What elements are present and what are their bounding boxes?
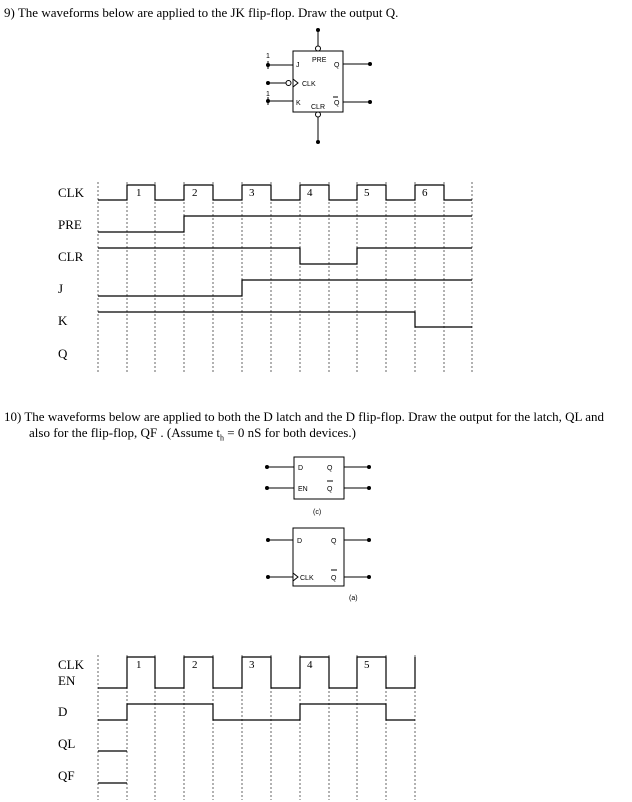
q9-label-clk: CLK bbox=[58, 185, 84, 200]
q9-label-k: K bbox=[58, 313, 68, 328]
question-10-number: 10) bbox=[4, 409, 22, 424]
q9-timing-diagram bbox=[98, 182, 472, 374]
q9-label-clr: CLR bbox=[58, 249, 84, 264]
q9-pre-wave bbox=[98, 216, 472, 232]
question-10-text-line2a: also for the flip-flop, QF . (Assume t bbox=[29, 425, 221, 440]
q9-label-j: J bbox=[58, 281, 64, 296]
ff-caption: (a) bbox=[349, 595, 358, 602]
pin-qbar: Q bbox=[334, 100, 340, 107]
q9-pulse-3: 3 bbox=[249, 187, 255, 199]
tie-j-label: 1 bbox=[266, 53, 270, 60]
q10-pulse-3: 3 bbox=[249, 659, 255, 671]
tie-k-label: 1 bbox=[266, 91, 270, 98]
q10-label-en: EN bbox=[58, 673, 76, 688]
q9-pulse-5: 5 bbox=[364, 187, 370, 199]
clr-terminal bbox=[316, 140, 320, 144]
pin-clk: CLK bbox=[302, 81, 316, 88]
ff-qbar-terminal bbox=[367, 575, 371, 579]
clr-bubble bbox=[316, 112, 321, 117]
q10-label-d: D bbox=[58, 704, 68, 719]
pin-pre: PRE bbox=[312, 57, 327, 64]
ff-q-terminal bbox=[367, 538, 371, 542]
k-terminal bbox=[266, 99, 270, 103]
q9-k-wave bbox=[98, 312, 472, 327]
d-latch-dots bbox=[265, 465, 371, 490]
q9-pulse-6: 6 bbox=[422, 187, 428, 199]
q10-label-qf: QF bbox=[58, 768, 75, 783]
q9-j-wave bbox=[98, 280, 472, 296]
question-9-text: The waveforms below are applied to the JK flip-flop. Draw the output Q. bbox=[17, 5, 399, 20]
q-terminal bbox=[368, 62, 372, 66]
question-10-text-line1: The waveforms below are applied to both the D latch and the D flip-flop. Draw the output for the latch, QL and bbox=[24, 409, 605, 424]
q9-guides bbox=[98, 182, 472, 374]
q9-pulse-2: 2 bbox=[192, 187, 198, 199]
question-10-subscript: h bbox=[220, 433, 225, 443]
latch-qbar-terminal bbox=[367, 486, 371, 490]
latch-pin-en: EN bbox=[298, 486, 308, 493]
q10-timing-diagram bbox=[98, 655, 415, 800]
latch-pin-d: D bbox=[298, 465, 304, 472]
latch-pin-q: Q bbox=[327, 465, 333, 472]
ff-d-terminal bbox=[266, 538, 270, 542]
clk-bubble bbox=[286, 81, 291, 86]
latch-en-terminal bbox=[265, 486, 269, 490]
q9-label-q: Q bbox=[58, 346, 68, 361]
question-10-text-line2b: = 0 nS for both devices.) bbox=[224, 425, 356, 440]
ff-pin-qbar: Q bbox=[331, 575, 337, 582]
latch-d-terminal bbox=[265, 465, 269, 469]
latch-caption: (c) bbox=[313, 509, 322, 516]
ff-pin-clk: CLK bbox=[300, 575, 314, 582]
q9-clk-wave bbox=[98, 185, 472, 200]
pre-bubble bbox=[316, 46, 321, 51]
clk-terminal bbox=[266, 81, 270, 85]
d-ff-dots bbox=[266, 538, 371, 579]
q10-pulse-5: 5 bbox=[364, 659, 370, 671]
q10-label-ql: QL bbox=[58, 736, 76, 751]
pin-j: J bbox=[296, 62, 300, 69]
q9-label-pre: PRE bbox=[58, 217, 82, 232]
q10-pulse-2: 2 bbox=[192, 659, 198, 671]
pre-terminal bbox=[316, 28, 320, 32]
q10-pulse-4: 4 bbox=[307, 659, 313, 671]
jk-flipflop-symbol bbox=[268, 30, 370, 142]
ff-pin-d: D bbox=[297, 538, 303, 545]
question-9-number: 9) bbox=[4, 5, 15, 20]
jk-dots bbox=[266, 28, 372, 144]
latch-pin-qbar: Q bbox=[327, 486, 333, 493]
ff-clk-terminal bbox=[266, 575, 270, 579]
q9-pulse-1: 1 bbox=[136, 187, 142, 199]
d-flipflop-symbol bbox=[268, 528, 369, 586]
q9-pulse-4: 4 bbox=[307, 187, 313, 199]
ff-pin-q: Q bbox=[331, 538, 337, 545]
q9-clr-wave bbox=[98, 248, 472, 264]
q10-label-clk: CLK bbox=[58, 657, 84, 672]
qbar-terminal bbox=[368, 100, 372, 104]
d-latch-symbol bbox=[267, 457, 369, 499]
pin-q: Q bbox=[334, 62, 340, 69]
pin-clr: CLR bbox=[311, 104, 326, 111]
pin-k: K bbox=[296, 100, 301, 107]
latch-q-terminal bbox=[367, 465, 371, 469]
q10-pulse-1: 1 bbox=[136, 659, 142, 671]
q10-d-wave bbox=[98, 704, 415, 720]
q10-guides bbox=[98, 655, 415, 800]
j-terminal bbox=[266, 63, 270, 67]
